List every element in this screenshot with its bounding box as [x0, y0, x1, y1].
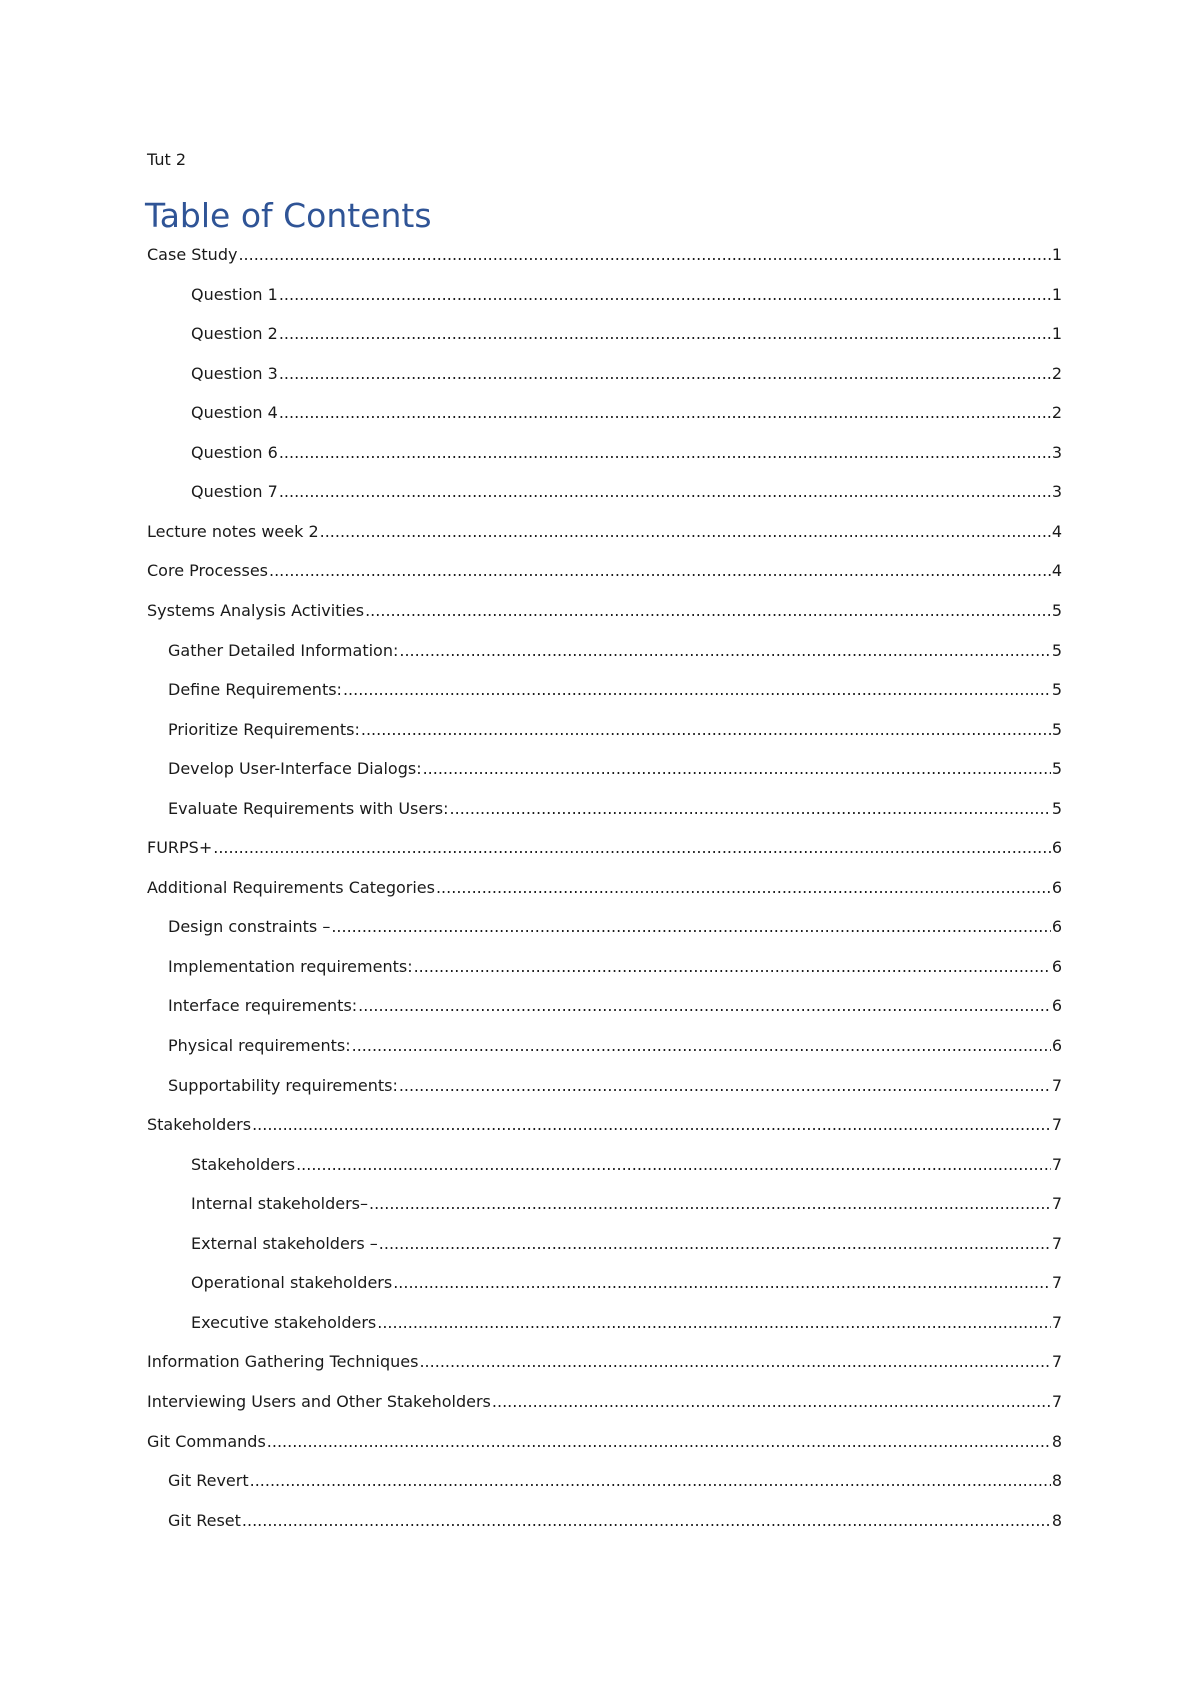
toc-entry-label: Lecture notes week 2: [147, 522, 319, 541]
dot-leader: [436, 877, 1051, 899]
toc-entry-page-number: 8: [1051, 1471, 1062, 1490]
toc-entry-page-number: 5: [1051, 799, 1062, 818]
toc-entry-label: Information Gathering Techniques: [147, 1352, 419, 1371]
dot-leader: [450, 798, 1051, 820]
dot-leader: [279, 323, 1051, 345]
toc-entry-page-number: 6: [1051, 878, 1062, 897]
dot-leader: [393, 1272, 1051, 1294]
dot-leader: [267, 1431, 1051, 1453]
toc-entry[interactable]: [147, 877, 1062, 899]
toc-entry-label: Design constraints –: [168, 917, 331, 936]
toc-entry-page-number: 1: [1051, 324, 1062, 343]
dot-leader: [377, 1312, 1051, 1334]
toc-entry[interactable]: [168, 916, 1062, 938]
toc-entry-page-number: 1: [1051, 285, 1062, 304]
dot-leader: [358, 995, 1051, 1017]
dot-leader: [492, 1391, 1051, 1413]
dot-leader: [419, 1351, 1050, 1373]
toc-entry-label: Question 6: [191, 443, 278, 462]
toc-entry-page-number: 5: [1051, 720, 1062, 739]
dot-leader: [343, 679, 1051, 701]
toc-entry-page-number: 1: [1051, 245, 1062, 264]
toc-entry-page-number: 5: [1051, 641, 1062, 660]
dot-leader: [361, 719, 1051, 741]
toc-entry[interactable]: [147, 521, 1062, 543]
toc-entry-label: Interviewing Users and Other Stakeholders: [147, 1392, 491, 1411]
dot-leader: [279, 363, 1051, 385]
toc-entry-label: Define Requirements:: [168, 680, 342, 699]
document-label: Tut 2: [147, 150, 187, 169]
toc-entry-label: Question 2: [191, 324, 278, 343]
toc-entry-label: Stakeholders: [191, 1155, 296, 1174]
toc-title: Table of Contents: [145, 196, 432, 235]
toc-entry-label: Additional Requirements Categories: [147, 878, 435, 897]
dot-leader: [269, 560, 1051, 582]
toc-entry[interactable]: [147, 1391, 1062, 1413]
toc-entry-page-number: 2: [1051, 364, 1062, 383]
toc-entry-page-number: 7: [1051, 1076, 1062, 1095]
dot-leader: [238, 244, 1050, 266]
toc-entry-label: FURPS+: [147, 838, 213, 857]
dot-leader: [279, 442, 1051, 464]
toc-entry-page-number: 7: [1051, 1234, 1062, 1253]
toc-entry-label: Evaluate Requirements with Users:: [168, 799, 449, 818]
toc-entry-page-number: 7: [1051, 1115, 1062, 1134]
toc-entry-label: Stakeholders: [147, 1115, 252, 1134]
toc-entry-label: Question 3: [191, 364, 278, 383]
toc-entry[interactable]: [191, 323, 1062, 345]
toc-entry[interactable]: [168, 1510, 1062, 1532]
toc-entry-label: Git Revert: [168, 1471, 249, 1490]
toc-entry-page-number: 7: [1051, 1392, 1062, 1411]
dot-leader: [352, 1035, 1051, 1057]
toc-entry-label: Systems Analysis Activities: [147, 601, 365, 620]
dot-leader: [369, 1193, 1051, 1215]
toc-entry[interactable]: [191, 1272, 1062, 1294]
toc-entry-page-number: 6: [1051, 917, 1062, 936]
toc-entry-page-number: 3: [1051, 482, 1062, 501]
toc-entry[interactable]: [168, 956, 1062, 978]
dot-leader: [279, 481, 1051, 503]
toc-entry-page-number: 8: [1051, 1511, 1062, 1530]
toc-entry-page-number: 5: [1051, 759, 1062, 778]
toc-entry-page-number: 4: [1051, 522, 1062, 541]
dot-leader: [250, 1470, 1051, 1492]
dot-leader: [279, 402, 1051, 424]
toc-entry-page-number: 7: [1051, 1194, 1062, 1213]
toc-entry[interactable]: [191, 284, 1062, 306]
toc-entry-page-number: 6: [1051, 838, 1062, 857]
toc-entry-page-number: 5: [1051, 680, 1062, 699]
toc-entry-page-number: 6: [1051, 1036, 1062, 1055]
dot-leader: [399, 1075, 1051, 1097]
toc-entry-page-number: 7: [1051, 1155, 1062, 1174]
toc-entry[interactable]: [147, 1431, 1062, 1453]
toc-entry[interactable]: [168, 1035, 1062, 1057]
toc-entry[interactable]: [168, 1075, 1062, 1097]
toc-entry-label: Question 7: [191, 482, 278, 501]
toc-entry-label: Operational stakeholders: [191, 1273, 393, 1292]
dot-leader: [213, 837, 1051, 859]
toc-entry-label: Interface requirements:: [168, 996, 358, 1015]
toc-entry-page-number: 2: [1051, 403, 1062, 422]
dot-leader: [365, 600, 1051, 622]
toc-entry-label: Question 4: [191, 403, 278, 422]
toc-entry-page-number: 6: [1051, 996, 1062, 1015]
toc-entry[interactable]: [168, 719, 1062, 741]
toc-entry-page-number: 6: [1051, 957, 1062, 976]
toc-entry-label: Internal stakeholders–: [191, 1194, 368, 1213]
toc-entry[interactable]: [147, 560, 1062, 582]
toc-entry-label: Case Study: [147, 245, 238, 264]
toc-entry[interactable]: [191, 1312, 1062, 1334]
toc-entry[interactable]: [147, 837, 1062, 859]
toc-entry[interactable]: [147, 600, 1062, 622]
toc-entry-label: Git Reset: [168, 1511, 241, 1530]
toc-entry-label: Question 1: [191, 285, 278, 304]
dot-leader: [242, 1510, 1051, 1532]
toc-entry[interactable]: [191, 442, 1062, 464]
dot-leader: [423, 758, 1051, 780]
toc-entry[interactable]: [168, 758, 1062, 780]
toc-entry-label: Executive stakeholders: [191, 1313, 377, 1332]
toc-entry[interactable]: [147, 1114, 1062, 1136]
toc-entry[interactable]: [191, 1233, 1062, 1255]
toc-entry-label: Implementation requirements:: [168, 957, 413, 976]
dot-leader: [379, 1233, 1051, 1255]
toc-entry-label: Git Commands: [147, 1432, 266, 1451]
toc-entry-page-number: 7: [1051, 1273, 1062, 1292]
toc-entry-page-number: 7: [1051, 1352, 1062, 1371]
toc-entry[interactable]: [191, 1193, 1062, 1215]
toc-entry-label: Gather Detailed Information:: [168, 641, 399, 660]
toc-entry[interactable]: [168, 1470, 1062, 1492]
toc-entry[interactable]: [168, 798, 1062, 820]
toc-entry-label: Physical requirements:: [168, 1036, 351, 1055]
toc-entry-page-number: 8: [1051, 1432, 1062, 1451]
dot-leader: [252, 1114, 1051, 1136]
dot-leader: [399, 640, 1050, 662]
toc-entry-page-number: 4: [1051, 561, 1062, 580]
toc-entry-label: Prioritize Requirements:: [168, 720, 360, 739]
toc-entry-label: Develop User-Interface Dialogs:: [168, 759, 422, 778]
dot-leader: [320, 521, 1051, 543]
toc-entry[interactable]: [168, 995, 1062, 1017]
toc-entry-page-number: 3: [1051, 443, 1062, 462]
toc-entry[interactable]: [191, 402, 1062, 424]
dot-leader: [414, 956, 1051, 978]
toc-entry[interactable]: [191, 363, 1062, 385]
toc-entry-label: Core Processes: [147, 561, 268, 580]
toc-entry[interactable]: [168, 640, 1062, 662]
dot-leader: [331, 916, 1050, 938]
dot-leader: [279, 284, 1051, 306]
toc-entry-page-number: 7: [1051, 1313, 1062, 1332]
toc-entry[interactable]: [147, 1351, 1062, 1373]
toc-entry-page-number: 5: [1051, 601, 1062, 620]
toc-entry[interactable]: [168, 679, 1062, 701]
dot-leader: [296, 1154, 1051, 1176]
toc-entry[interactable]: [191, 481, 1062, 503]
toc-entry-label: External stakeholders –: [191, 1234, 378, 1253]
toc-entry[interactable]: [191, 1154, 1062, 1176]
toc-entry-label: Supportability requirements:: [168, 1076, 398, 1095]
toc-entry[interactable]: [147, 244, 1062, 266]
